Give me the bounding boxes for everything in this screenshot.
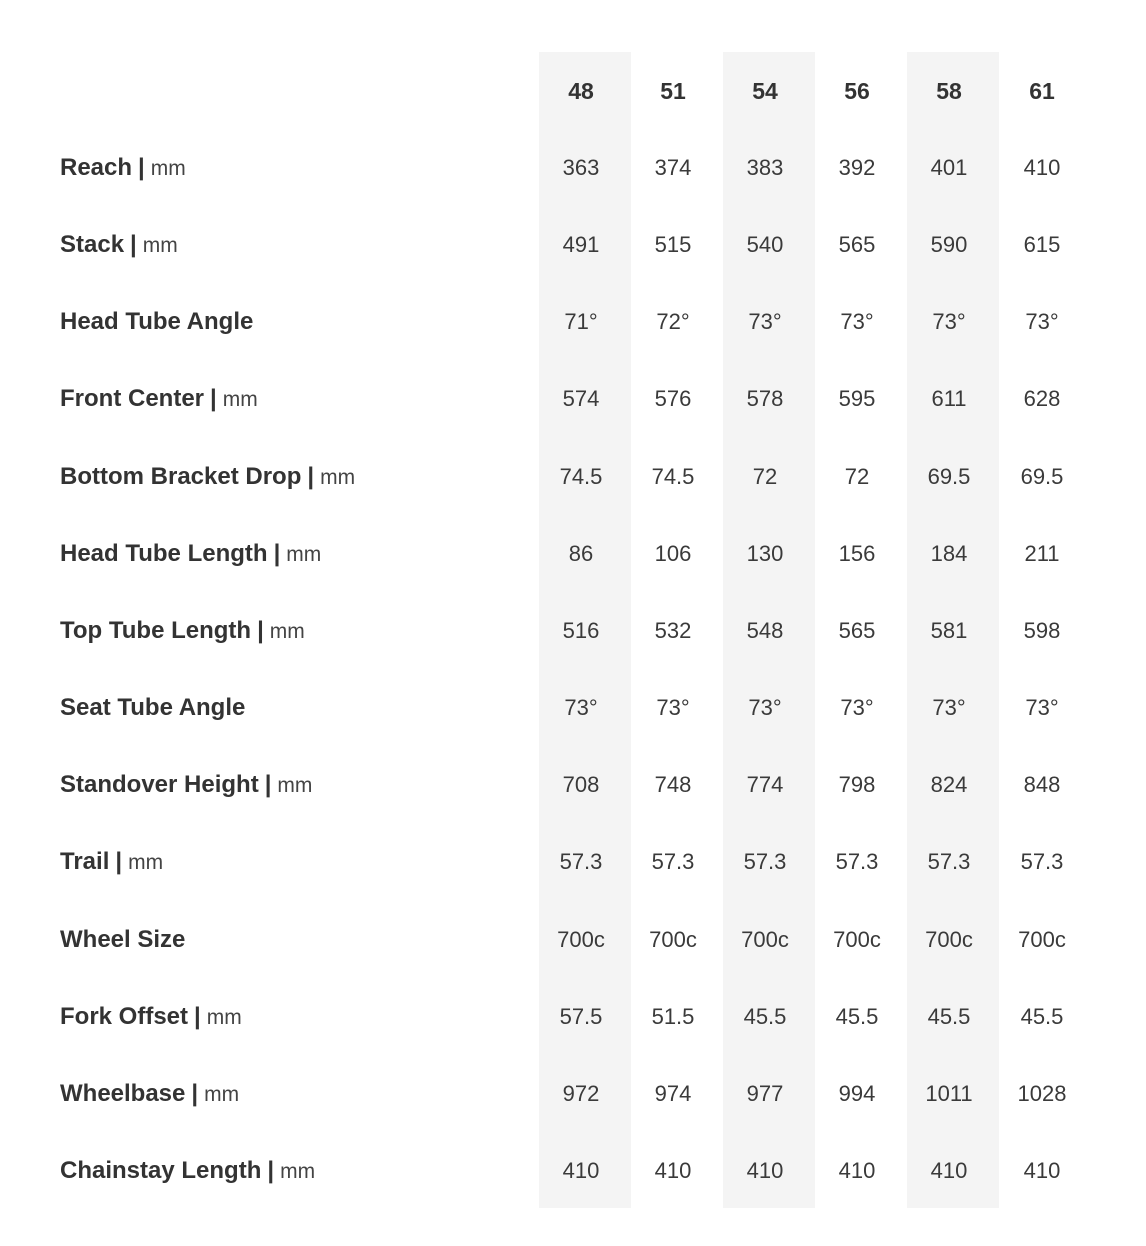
value-cell: 1011 [925,1081,973,1106]
row-label [60,515,321,592]
value-cell: 73° [748,695,782,720]
unit-separator: | [264,771,272,798]
value-cell: 72 [752,464,778,489]
value-cell: 410 [930,1158,968,1183]
unit-separator: | [130,231,137,258]
value-cell: 748 [654,772,692,797]
row-label [60,1132,315,1209]
size-header-cell: 61 [1029,78,1055,104]
row-unit: mm [222,388,258,411]
value-cell: 798 [838,772,876,797]
unit-separator: | [257,617,264,644]
value-cell: 576 [654,386,692,411]
value-cell: 57.3 [559,849,603,874]
row-unit: mm [206,1006,242,1029]
unit-separator: | [191,1080,199,1107]
value-cell: 156 [838,541,876,566]
value-cell: 45.5 [927,1004,971,1029]
table-row [0,669,1146,746]
unit-separator: | [194,1003,201,1030]
value-cell: 977 [746,1081,784,1106]
row-label [60,206,178,283]
value-cell: 72° [656,309,690,334]
row-label [60,746,312,823]
value-cell: 540 [746,232,784,257]
value-cell: 73° [748,309,782,334]
row-label-text: Stack [60,231,125,258]
value-cell: 57.3 [651,849,695,874]
row-unit: mm [142,234,178,257]
value-cell: 410 [838,1158,876,1183]
row-label-text: Wheelbase [60,1080,186,1107]
value-cell: 611 [931,386,967,411]
value-cell: 45.5 [1020,1004,1064,1029]
value-cell: 72 [844,464,870,489]
value-cell: 515 [654,232,692,257]
unit-separator: | [210,385,217,412]
unit-separator: | [307,463,315,490]
table-row [0,901,1146,978]
value-cell: 700c [925,927,973,952]
row-label [60,129,186,206]
table-row [0,978,1146,1055]
value-cell: 73° [1025,309,1059,334]
row-unit: mm [286,543,322,566]
unit-separator: | [273,540,281,567]
table-row [0,592,1146,669]
table-row [0,129,1146,206]
value-cell: 532 [654,618,692,643]
value-cell: 410 [746,1158,784,1183]
value-cell: 574 [562,386,600,411]
value-cell: 86 [568,541,594,566]
row-label-text: Trail [60,848,110,875]
value-cell: 708 [562,772,600,797]
value-cell: 73° [932,309,966,334]
value-cell: 628 [1023,386,1061,411]
value-cell: 581 [930,618,968,643]
unit-separator: | [138,154,145,181]
value-cell: 1028 [1017,1081,1067,1106]
value-cell: 57.3 [835,849,879,874]
row-label-text: Top Tube Length [60,617,252,644]
table-row [0,823,1146,900]
value-cell: 410 [562,1158,600,1183]
row-label-text: Wheel Size [60,926,186,953]
unit-separator: | [115,848,123,875]
value-cell: 69.5 [927,464,971,489]
value-cell: 410 [1023,1158,1061,1183]
row-unit: mm [269,620,305,643]
value-cell: 184 [930,541,968,566]
value-cell: 565 [838,618,876,643]
value-cell: 974 [654,1081,692,1106]
row-label [60,978,242,1055]
table-row [0,746,1146,823]
size-header-cell: 54 [752,78,778,104]
size-header-cell: 58 [936,78,962,104]
value-cell: 700c [557,927,605,952]
value-cell: 994 [838,1081,876,1106]
value-cell: 848 [1023,772,1061,797]
value-cell: 73° [840,309,874,334]
value-cell: 71° [564,309,598,334]
row-label [60,1055,239,1132]
size-header-cell: 56 [844,78,870,104]
row-unit: mm [128,851,164,874]
value-cell: 383 [746,155,784,180]
row-unit: mm [150,157,186,180]
row-label-text: Head Tube Angle [60,308,254,335]
value-cell: 392 [838,155,876,180]
row-label-text: Reach [60,154,133,181]
value-cell: 615 [1023,232,1061,257]
row-label-text: Seat Tube Angle [60,694,246,721]
value-cell: 595 [838,386,876,411]
table-row [0,1055,1146,1132]
value-cell: 491 [562,232,600,257]
value-cell: 57.5 [559,1004,603,1029]
row-label [60,438,355,515]
value-cell: 598 [1023,618,1061,643]
table-row [0,206,1146,283]
value-cell: 51.5 [651,1004,695,1029]
row-label-text: Fork Offset [60,1003,189,1030]
value-cell: 57.3 [743,849,787,874]
row-label-text: Front Center [60,385,204,412]
value-cell: 565 [838,232,876,257]
row-label-text: Head Tube Length [60,540,268,567]
value-cell: 73° [840,695,874,720]
table-row [0,283,1146,360]
value-cell: 824 [930,772,968,797]
table-row [0,360,1146,437]
value-cell: 73° [1025,695,1059,720]
value-cell: 74.5 [559,464,603,489]
value-cell: 516 [562,618,600,643]
value-cell: 700c [833,927,881,952]
value-cell: 363 [562,155,600,180]
row-label [60,669,245,746]
value-cell: 578 [746,386,784,411]
value-cell: 700c [649,927,697,952]
value-cell: 774 [746,772,784,797]
value-cell: 374 [654,155,692,180]
value-cell: 410 [1023,155,1061,180]
value-cell: 410 [654,1158,692,1183]
value-cell: 130 [746,541,784,566]
row-label-text: Chainstay Length [60,1157,262,1184]
row-unit: mm [320,466,356,489]
row-label [60,901,185,978]
value-cell: 45.5 [743,1004,787,1029]
value-cell: 700c [1018,927,1066,952]
row-label-text: Bottom Bracket Drop [60,463,302,490]
row-label [60,360,258,437]
value-cell: 548 [746,618,784,643]
row-label-text: Standover Height [60,771,259,798]
row-label [60,592,305,669]
row-label [60,283,253,360]
value-cell: 106 [654,541,692,566]
value-cell: 73° [656,695,690,720]
size-header-cell: 48 [568,78,594,104]
table-row [0,438,1146,515]
table-row [0,515,1146,592]
value-cell: 69.5 [1020,464,1064,489]
size-header-row [0,53,1146,130]
value-cell: 590 [930,232,968,257]
value-cell: 73° [564,695,598,720]
row-unit: mm [277,774,313,797]
value-cell: 401 [930,155,968,180]
value-cell: 57.3 [1020,849,1064,874]
value-cell: 211 [1024,541,1060,566]
value-cell: 57.3 [927,849,971,874]
value-cell: 972 [562,1081,600,1106]
row-unit: mm [280,1160,316,1183]
unit-separator: | [267,1157,275,1184]
value-cell: 73° [932,695,966,720]
row-unit: mm [204,1083,240,1106]
table-row [0,1132,1146,1209]
size-header-cell: 51 [660,78,686,104]
value-cell: 700c [741,927,789,952]
value-cell: 45.5 [835,1004,879,1029]
value-cell: 74.5 [651,464,695,489]
row-label [60,823,163,900]
